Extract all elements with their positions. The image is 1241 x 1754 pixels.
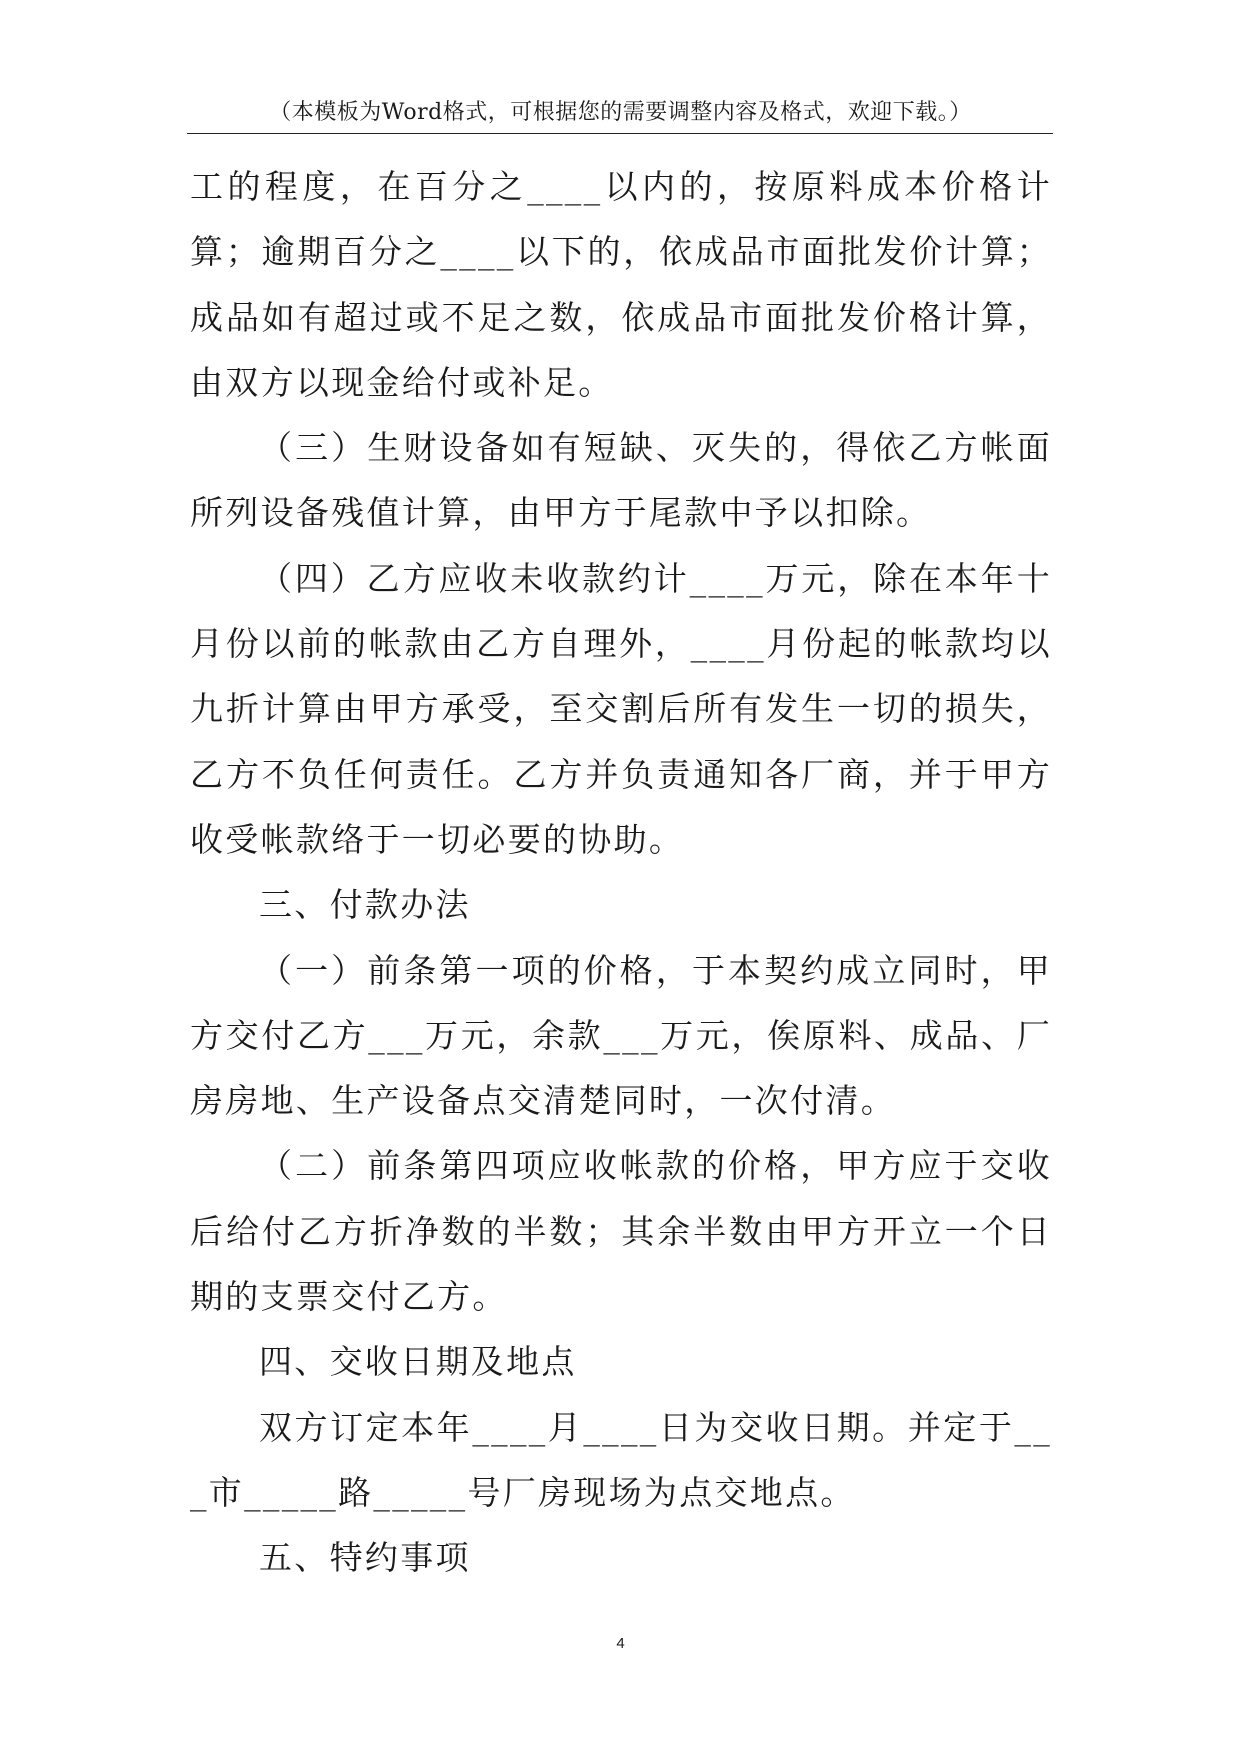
paragraph-receivables: （四）乙方应收未收款约计____万元，除在本年十月份以前的帐款由乙方自理外，____月份起的帐款均以九折计算由甲方承受，至交割后所有发生一切的损失，乙方不负任何责任。乙方并负责通知各厂商，并于甲方收受帐款络于一切必要的协助。 xyxy=(190,558,1052,859)
template-notice-header: （本模板为Word格式，可根据您的需要调整内容及格式，欢迎下载。） xyxy=(269,100,972,125)
section-heading-handover: 四、交收日期及地点 xyxy=(259,1342,577,1382)
paragraph-pricing-continued: 工的程度，在百分之____以内的，按原料成本价格计算；逾期百分之____以下的，依成品市面批发价计算；成品如有超过或不足之数，依成品市面批发价格计算，由双方以现金给付或补足。 xyxy=(190,167,1052,402)
paragraph-handover-date-place: 双方订定本年____月____日为交收日期。并定于___市_____路_____号厂房现场为点交地点。 xyxy=(190,1407,1052,1512)
page-number: 4 xyxy=(616,1635,625,1652)
contract-body xyxy=(190,154,1052,1591)
section-heading-payment: 三、付款办法 xyxy=(259,885,471,925)
paragraph-payment-first: （一）前条第一项的价格，于本契约成立同时，甲方交付乙方___万元，余款___万元，俟原料、成品、厂房房地、生产设备点交清楚同时，一次付清。 xyxy=(190,950,1052,1121)
section-heading-special-terms: 五、特约事项 xyxy=(259,1538,471,1578)
paragraph-payment-second: （二）前条第四项应收帐款的价格，甲方应于交收后给付乙方折净数的半数；其余半数由甲方开立一个日期的支票交付乙方。 xyxy=(190,1146,1052,1317)
paragraph-equipment-shortage: （三）生财设备如有短缺、灭失的，得依乙方帐面所列设备残值计算，由甲方于尾款中予以扣除。 xyxy=(190,428,1052,533)
header-divider xyxy=(187,133,1053,134)
